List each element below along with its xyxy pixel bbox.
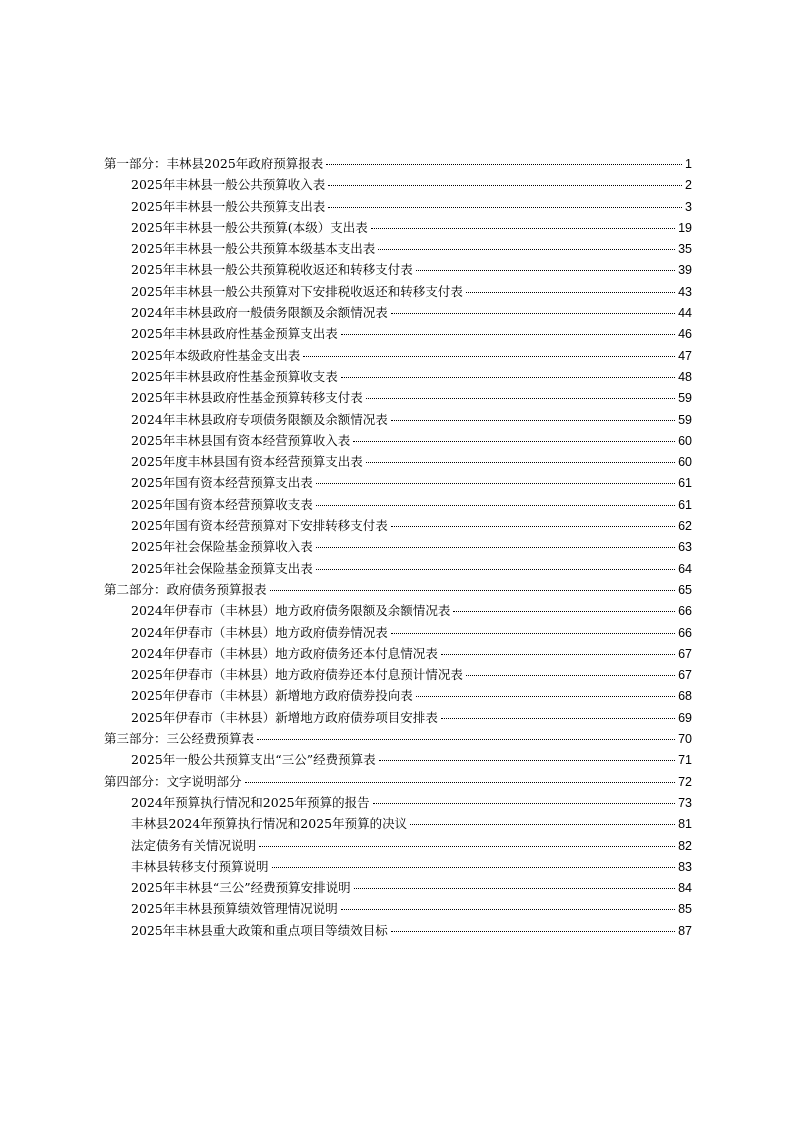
toc-page-number: 62 — [678, 519, 692, 534]
toc-entry-title: 2025年社会保险基金预算支出表 — [131, 560, 313, 576]
dot-leader — [391, 313, 675, 314]
toc-page-number: 67 — [678, 646, 692, 661]
toc-entry-title: 2024年伊春市（丰林县）地方政府债务还本付息情况表 — [131, 645, 438, 661]
toc-entry[interactable] — [104, 387, 692, 408]
toc-entry-title: 法定债务有关情况说明 — [131, 837, 257, 853]
dot-leader — [341, 909, 675, 910]
toc-page-number: 2 — [685, 178, 692, 193]
toc-entry[interactable] — [104, 536, 692, 557]
toc-page-number: 35 — [678, 242, 692, 257]
toc-page-number: 83 — [678, 859, 692, 874]
toc-entry-title: 2025年丰林县政府性基金预算转移支付表 — [131, 390, 363, 406]
dot-leader — [272, 867, 676, 868]
toc-entry[interactable] — [104, 366, 692, 387]
toc-page-number: 82 — [678, 838, 692, 853]
toc-entry-title: 2025年一般公共预算支出“三公”经费预算表 — [131, 752, 376, 768]
toc-entry[interactable] — [104, 472, 692, 493]
toc-page-number: 67 — [678, 668, 692, 683]
toc-entry[interactable] — [104, 238, 692, 259]
dot-leader — [366, 462, 675, 463]
dot-leader — [391, 526, 675, 527]
toc-entry[interactable] — [104, 622, 692, 643]
toc-entry-title: 2025年丰林县国有资本经营预算收入表 — [131, 432, 351, 448]
toc-page-number: 84 — [678, 881, 692, 896]
toc-entry[interactable] — [104, 685, 692, 706]
toc-entry-title: 2025年国有资本经营预算支出表 — [131, 475, 313, 491]
toc-entry[interactable] — [104, 302, 692, 323]
dot-leader — [245, 782, 676, 783]
dot-leader — [373, 803, 675, 804]
toc-page-number: 59 — [678, 412, 692, 427]
toc-entry[interactable] — [104, 835, 692, 856]
dot-leader — [316, 569, 675, 570]
toc-page-number: 65 — [678, 582, 692, 597]
toc-entry-title: 2025年伊春市（丰林县）地方政府债券还本付息预计情况表 — [131, 667, 463, 683]
toc-entry[interactable] — [104, 259, 692, 280]
toc-entry[interactable] — [104, 600, 692, 621]
toc-page-number: 85 — [678, 902, 692, 917]
toc-entry-title: 2025年丰林县政府性基金预算支出表 — [131, 326, 338, 342]
dot-leader — [391, 931, 675, 932]
toc-page-number: 60 — [678, 433, 692, 448]
dot-leader — [441, 654, 675, 655]
toc-entry-title: 2024年丰林县政府一般债务限额及余额情况表 — [131, 305, 388, 321]
toc-entry-title: 2024年伊春市（丰林县）地方政府债务限额及余额情况表 — [131, 603, 451, 619]
toc-entry-title: 2025年丰林县预算绩效管理情况说明 — [131, 901, 338, 917]
toc-page-number: 61 — [678, 476, 692, 491]
toc-page-number: 44 — [678, 306, 692, 321]
toc-entry-title: 2025年丰林县“三公”经费预算安排说明 — [131, 880, 351, 896]
toc-page-number: 60 — [678, 455, 692, 470]
dot-leader — [341, 334, 675, 335]
dot-leader — [391, 633, 675, 634]
toc-page-number: 66 — [678, 604, 692, 619]
toc-section-entry[interactable] — [104, 728, 692, 749]
table-of-contents — [104, 153, 692, 941]
dot-leader — [328, 185, 682, 186]
toc-page-number: 63 — [678, 540, 692, 555]
dot-leader — [316, 547, 675, 548]
toc-page-number: 73 — [678, 795, 692, 810]
toc-page-number: 64 — [678, 561, 692, 576]
toc-entry[interactable] — [104, 664, 692, 685]
toc-entry[interactable] — [104, 217, 692, 238]
dot-leader — [378, 249, 675, 250]
dot-leader — [270, 590, 676, 591]
toc-entry-title: 2025年丰林县一般公共预算税收返还和转移支付表 — [131, 262, 413, 278]
toc-page-number: 87 — [678, 923, 692, 938]
dot-leader — [328, 207, 682, 208]
dot-leader — [379, 760, 676, 761]
toc-entry[interactable] — [104, 451, 692, 472]
toc-entry[interactable] — [104, 813, 692, 834]
toc-entry[interactable] — [104, 323, 692, 344]
toc-section-entry[interactable] — [104, 153, 692, 174]
toc-entry[interactable] — [104, 707, 692, 728]
toc-page-number: 70 — [678, 732, 692, 747]
toc-page-number: 43 — [678, 284, 692, 299]
toc-entry[interactable] — [104, 174, 692, 195]
toc-page-number: 66 — [678, 625, 692, 640]
toc-entry-title: 2025年国有资本经营预算对下安排转移支付表 — [131, 518, 388, 534]
toc-entry-title: 2025年度丰林县国有资本经营预算支出表 — [131, 454, 363, 470]
toc-entry-title: 2025年丰林县一般公共预算本级基本支出表 — [131, 241, 376, 257]
toc-entry[interactable] — [104, 920, 692, 941]
dot-leader — [341, 377, 675, 378]
toc-page-number: 69 — [678, 710, 692, 725]
dot-leader — [353, 441, 675, 442]
toc-entry-title: 第四部分：文字说明部分 — [104, 773, 242, 789]
toc-page-number: 39 — [678, 263, 692, 278]
dot-leader — [416, 270, 675, 271]
toc-entry[interactable] — [104, 643, 692, 664]
toc-entry-title: 2025年社会保险基金预算收入表 — [131, 539, 313, 555]
toc-page-number: 46 — [678, 327, 692, 342]
dot-leader — [453, 611, 675, 612]
toc-entry[interactable] — [104, 196, 692, 217]
toc-entry-title: 丰林县2024年预算执行情况和2025年预算的决议 — [131, 816, 408, 832]
toc-entry-title: 丰林县转移支付预算说明 — [131, 858, 269, 874]
toc-entry-title: 2025年丰林县一般公共预算支出表 — [131, 198, 326, 214]
dot-leader — [416, 696, 675, 697]
dot-leader — [316, 483, 675, 484]
dot-leader — [466, 292, 675, 293]
toc-entry[interactable] — [104, 558, 692, 579]
dot-leader — [466, 675, 675, 676]
toc-page-number: 61 — [678, 497, 692, 512]
dot-leader — [316, 505, 675, 506]
toc-entry-title: 2024年预算执行情况和2025年预算的报告 — [131, 794, 370, 810]
toc-page-number: 72 — [678, 774, 692, 789]
toc-page-number: 1 — [685, 157, 692, 171]
toc-page-number: 3 — [685, 199, 692, 214]
dot-leader — [441, 718, 675, 719]
toc-page-number: 19 — [678, 220, 692, 235]
dot-leader — [259, 846, 675, 847]
toc-entry[interactable] — [104, 792, 692, 813]
dot-leader — [326, 164, 682, 165]
toc-entry[interactable] — [104, 430, 692, 451]
toc-entry-title: 2025年丰林县政府性基金预算收支表 — [131, 368, 338, 384]
dot-leader — [410, 824, 675, 825]
toc-entry-title: 第二部分：政府债务预算报表 — [104, 581, 267, 597]
toc-entry[interactable] — [104, 898, 692, 919]
toc-entry[interactable] — [104, 494, 692, 515]
toc-entry-title: 2025年本级政府性基金支出表 — [131, 347, 301, 363]
toc-entry-title: 2024年丰林县政府专项债务限额及余额情况表 — [131, 411, 388, 427]
toc-entry-title: 第一部分：丰林县2025年政府预算报表 — [104, 156, 324, 171]
toc-entry[interactable] — [104, 345, 692, 366]
toc-entry-title: 2025年伊春市（丰林县）新增地方政府债券项目安排表 — [131, 709, 438, 725]
toc-entry-title: 第三部分：三公经费预算表 — [104, 731, 255, 747]
dot-leader — [371, 228, 675, 229]
toc-section-entry[interactable] — [104, 771, 692, 792]
toc-page-number: 68 — [678, 689, 692, 704]
toc-page-number: 81 — [678, 817, 692, 832]
toc-entry[interactable] — [104, 409, 692, 430]
toc-section-entry[interactable] — [104, 579, 692, 600]
toc-entry[interactable] — [104, 856, 692, 877]
dot-leader — [366, 398, 675, 399]
toc-entry-title: 2024年伊春市（丰林县）地方政府债券情况表 — [131, 624, 388, 640]
toc-entry-title: 2025年伊春市（丰林县）新增地方政府债券投向表 — [131, 688, 413, 704]
toc-entry-title: 2025年丰林县一般公共预算对下安排税收返还和转移支付表 — [131, 283, 463, 299]
dot-leader — [354, 888, 676, 889]
toc-entry[interactable] — [104, 749, 692, 770]
dot-leader — [303, 356, 675, 357]
toc-page-number: 71 — [678, 753, 692, 768]
toc-page-number: 48 — [678, 369, 692, 384]
toc-entry[interactable] — [104, 877, 692, 898]
toc-entry[interactable] — [104, 281, 692, 302]
toc-entry-title: 2025年丰林县一般公共预算收入表 — [131, 177, 326, 193]
toc-page-number: 47 — [678, 348, 692, 363]
dot-leader — [391, 420, 675, 421]
toc-entry-title: 2025年国有资本经营预算收支表 — [131, 496, 313, 512]
toc-entry-title: 2025年丰林县一般公共预算(本级）支出表 — [131, 219, 368, 235]
dot-leader — [257, 739, 675, 740]
toc-entry[interactable] — [104, 515, 692, 536]
toc-page-number: 59 — [678, 391, 692, 406]
toc-entry-title: 2025年丰林县重大政策和重点项目等绩效目标 — [131, 922, 388, 938]
